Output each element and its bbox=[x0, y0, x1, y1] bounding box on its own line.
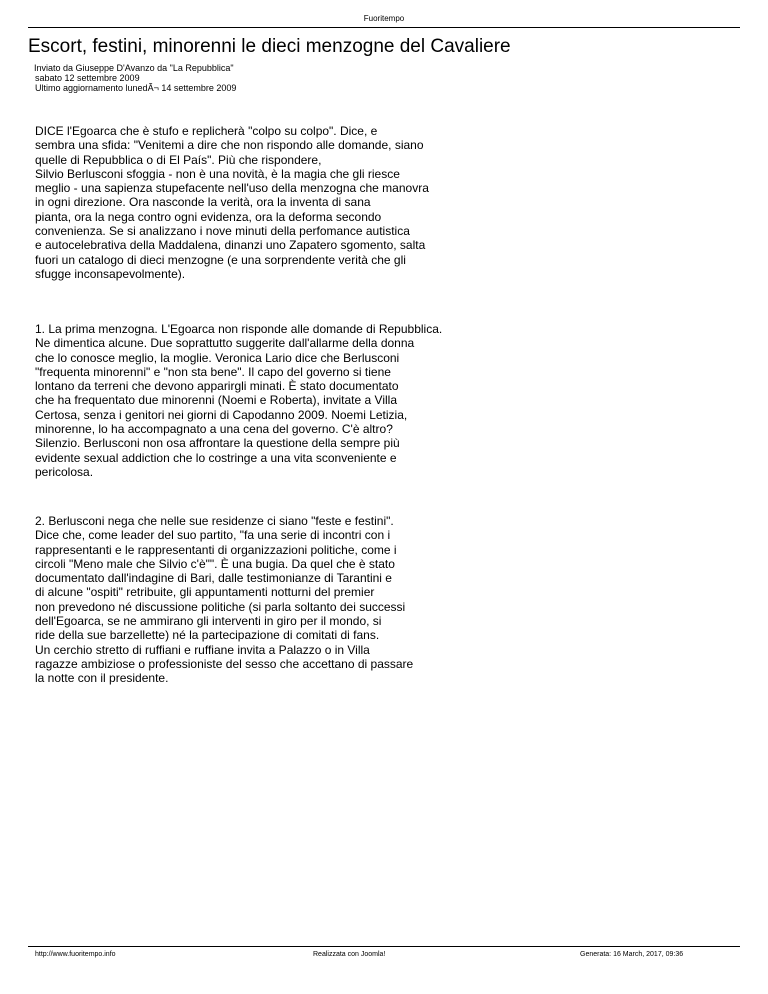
text-line: minorenne, lo ha accompagnato a una cena del governo. C'è altro? bbox=[35, 422, 393, 437]
text-line: pianta, ora la nega contro ogni evidenza, ora la deforma secondo bbox=[35, 209, 382, 224]
text-line: Dice che, come leader del suo partito, "fa una serie di incontri con i bbox=[35, 528, 391, 543]
text-line: 2. Berlusconi nega che nelle sue residenze ci siano "feste e festini". bbox=[35, 514, 394, 528]
paragraph-first-lie bbox=[35, 322, 442, 479]
text-line: dell'Egoarca, se ne ammirano gli interventi in giro per il mondo, si bbox=[35, 614, 382, 629]
text-line: Silvio Berlusconi sfoggia - non è una novità, è la magia che gli riesce bbox=[35, 166, 400, 181]
text-line: che lo conosce meglio, la moglie. Veronica Lario dice che Berlusconi bbox=[35, 350, 400, 365]
text-line: di alcune "ospiti" retribuite, gli appuntamenti notturni del premier bbox=[35, 585, 375, 600]
text-line: evidente sexual addiction che lo costringe a una vita sconveniente e bbox=[35, 450, 397, 465]
text-line: ride della sue barzellette) né la partecipazione di comitati di fans. bbox=[35, 628, 380, 643]
text-line: rappresentanti e le rappresentanti di organizzazioni politiche, come i bbox=[35, 542, 397, 557]
footer-divider bbox=[28, 946, 740, 947]
paragraph-second-lie bbox=[35, 514, 413, 686]
text-line: Certosa, senza i genitori nei giorni di Capodanno 2009. Noemi Letizia, bbox=[35, 407, 408, 422]
article-meta bbox=[35, 63, 236, 93]
text-line: la notte con il presidente. bbox=[35, 671, 169, 686]
footer-site-url: http://www.fuoritempo.info bbox=[35, 951, 116, 958]
header-divider bbox=[28, 27, 740, 28]
text-line: quelle di Repubblica o di El País". Più che rispondere, bbox=[35, 152, 322, 167]
paragraph-intro bbox=[35, 124, 429, 281]
footer-generated-date: Generata: 16 March, 2017, 09:36 bbox=[580, 951, 684, 958]
text-line: "frequenta minorenni" e "non sta bene". Il capo del governo si tiene bbox=[35, 364, 391, 379]
text-line: pericolosa. bbox=[35, 464, 94, 479]
text-line: fuori un catalogo di dieci menzogne (e una sorprendente verità che gli bbox=[35, 252, 406, 267]
text-line: convenienza. Se si analizzano i nove minuti della perfomance autistica bbox=[35, 224, 410, 239]
text-line: che ha frequentato due minorenni (Noemi e Roberta), invitate a Villa bbox=[35, 393, 397, 408]
text-line: Silenzio. Berlusconi non osa affrontare la questione della sempre più bbox=[35, 436, 400, 451]
text-line: e autocelebrativa della Maddalena, dinanzi uno Zapatero sgomento, salta bbox=[35, 238, 426, 253]
text-line: meglio - una sapienza stupefacente nell'uso della menzogna che manovra bbox=[35, 181, 429, 196]
text-line: sembra una sfida: "Venitemi a dire che non rispondo alle domande, siano bbox=[35, 138, 424, 153]
text-line: non prevedono né discussione politiche (si parla soltanto dei successi bbox=[35, 599, 406, 614]
text-line: Un cerchio stretto di ruffiani e ruffiane invita a Palazzo o in Villa bbox=[35, 642, 370, 657]
text-line: sfugge inconsapevolmente). bbox=[35, 266, 186, 281]
author-line: Inviato da Giuseppe D'Avanzo da "La Repubblica" bbox=[34, 63, 234, 73]
text-line: documentato dall'indagine di Bari, dalle testimonianze di Tarantini e bbox=[35, 571, 392, 586]
article-title: Escort, festini, minorenni le dieci menzogne del Cavaliere bbox=[28, 36, 511, 57]
text-line: 1. La prima menzogna. L'Egoarca non risponde alle domande di Repubblica. bbox=[35, 322, 443, 336]
text-line: Ne dimentica alcune. Due soprattutto suggerite dall'allarme della donna bbox=[35, 336, 415, 351]
text-line: DICE l'Egoarca che è stufo e replicherà "colpo su colpo". Dice, e bbox=[35, 124, 378, 138]
footer-credit: Realizzata con Joomla! bbox=[313, 951, 386, 958]
site-name: Fuoritempo bbox=[363, 14, 405, 23]
date-line: sabato 12 settembre 2009 bbox=[35, 73, 140, 83]
text-line: lontano da terreni che devono apparirgli minati. È stato documentato bbox=[35, 379, 399, 394]
text-line: ragazze ambiziose o professioniste del sesso che accettano di passare bbox=[35, 656, 414, 671]
text-line: circoli "Meno male che Silvio c'è"". È una bugia. Da quel che è stato bbox=[35, 556, 395, 571]
text-line: in ogni direzione. Ora nasconde la verità, ora la inventa di sana bbox=[35, 195, 371, 210]
updated-line: Ultimo aggiornamento lunedÃ¬ 14 settembre 2009 bbox=[35, 83, 237, 93]
